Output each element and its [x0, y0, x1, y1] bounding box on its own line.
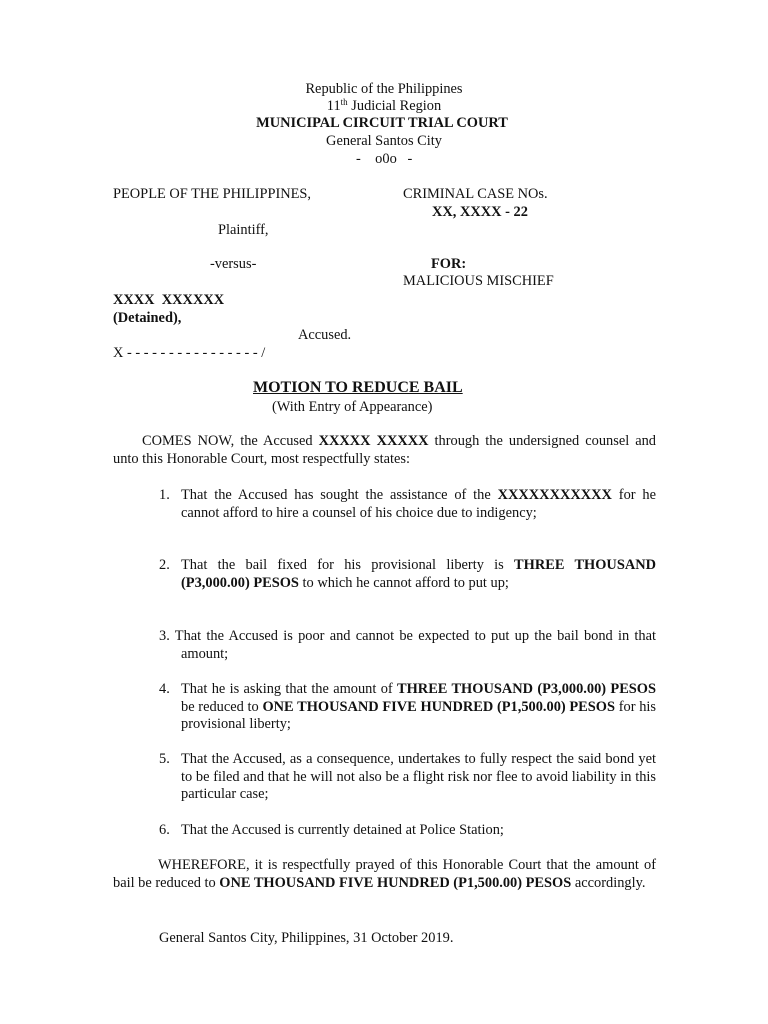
case-label: CRIMINAL CASE NOs. [403, 186, 548, 202]
header-court: MUNICIPAL CIRCUIT TRIAL COURT [256, 115, 508, 131]
intro-accused-name: XXXXX XXXXX [318, 433, 429, 449]
wherefore-paragraph [113, 857, 656, 892]
motion-title: MOTION TO REDUCE BAIL [253, 379, 463, 396]
item-2-number: 2. [159, 557, 170, 573]
region-number: 11 [326, 98, 341, 114]
item-3 [159, 628, 656, 663]
offense: MALICIOUS MISCHIEF [403, 273, 554, 289]
plaintiff-role: Plaintiff, [218, 222, 269, 238]
plaintiff-name: PEOPLE OF THE PHILIPPINES, [113, 186, 312, 202]
item-2-text [181, 557, 656, 592]
caption-separator: X - - - - - - - - - - - - - - - - / [113, 345, 266, 361]
header-divider: - o0o - [356, 151, 413, 167]
item-1-bold-a: XXXXXXXXXXX [497, 487, 612, 503]
for-label: FOR: [431, 256, 467, 272]
item-4-text-a: That he is asking that the amount of [181, 681, 398, 697]
item-3-text: That the Accused is poor and cannot be expected to put up the bail bond in that amount; [174, 628, 657, 662]
item-4-bold-a: THREE THOUSAND (P3,000.00) PESOS [397, 681, 656, 697]
item-1-number: 1. [159, 487, 170, 503]
region-text: Judicial Region [347, 98, 442, 114]
intro-paragraph [113, 433, 656, 468]
item-6-text: That the Accused is currently detained at Police Station; [181, 822, 504, 838]
item-1-text [181, 487, 656, 522]
item-2-text-a: That the bail fixed for his provisional liberty is [181, 557, 515, 573]
item-4-bold-b: ONE THOUSAND FIVE HUNDRED (P1,500.00) PESOS [262, 698, 615, 715]
accused-name: XXXX XXXXXX [113, 292, 225, 308]
case-number: XX, XXXX - 22 [432, 204, 528, 220]
wherefore-amount: ONE THOUSAND FIVE HUNDRED (P1,500.00) PESOS [219, 874, 572, 891]
accused-role: Accused. [298, 327, 352, 343]
region-superscript: th [340, 97, 348, 107]
item-3-number: 3. [159, 628, 170, 644]
dateline: General Santos City, Philippines, 31 October 2019. [159, 930, 454, 946]
item-1-text-b: for he cannot afford to hire a counsel of his choice due to indigency; [181, 487, 656, 521]
item-4-number: 4. [159, 681, 170, 697]
item-5-number: 5. [159, 751, 170, 767]
accused-detained: (Detained), [113, 310, 182, 326]
versus: -versus- [210, 256, 257, 272]
item-6-number: 6. [159, 822, 170, 838]
header-city: General Santos City [326, 133, 442, 149]
item-2-bold-a: THREE THOUSAND (P3,000.00) PESOS [181, 557, 656, 591]
header-region [0, 97, 768, 115]
item-2-text-b: to which he cannot afford to put up; [298, 574, 509, 591]
item-5-text: That the Accused, as a consequence, undertakes to fully respect the said bond yet to be filed and that he will not also be a flight risk nor flee to avoid liability in this particular case; [181, 751, 656, 803]
motion-subtitle: (With Entry of Appearance) [272, 399, 433, 415]
item-4-text-c: for his provisional liberty; [181, 698, 657, 733]
intro-text-1: COMES NOW, the Accused [142, 433, 319, 449]
item-4-text-b: be reduced to [181, 698, 263, 715]
wherefore-text-1: WHEREFORE, it is respectfully prayed of this Honorable Court that the amount of bail be reduced to [113, 857, 656, 891]
intro-text-2: through the undersigned counsel and unto this Honorable Court, most respectfully states: [113, 433, 656, 467]
item-1-text-a: That the Accused has sought the assistance of the [181, 487, 498, 503]
item-4-text [181, 681, 656, 734]
header-republic: Republic of the Philippines [305, 81, 463, 97]
wherefore-text-2: accordingly. [571, 874, 646, 891]
